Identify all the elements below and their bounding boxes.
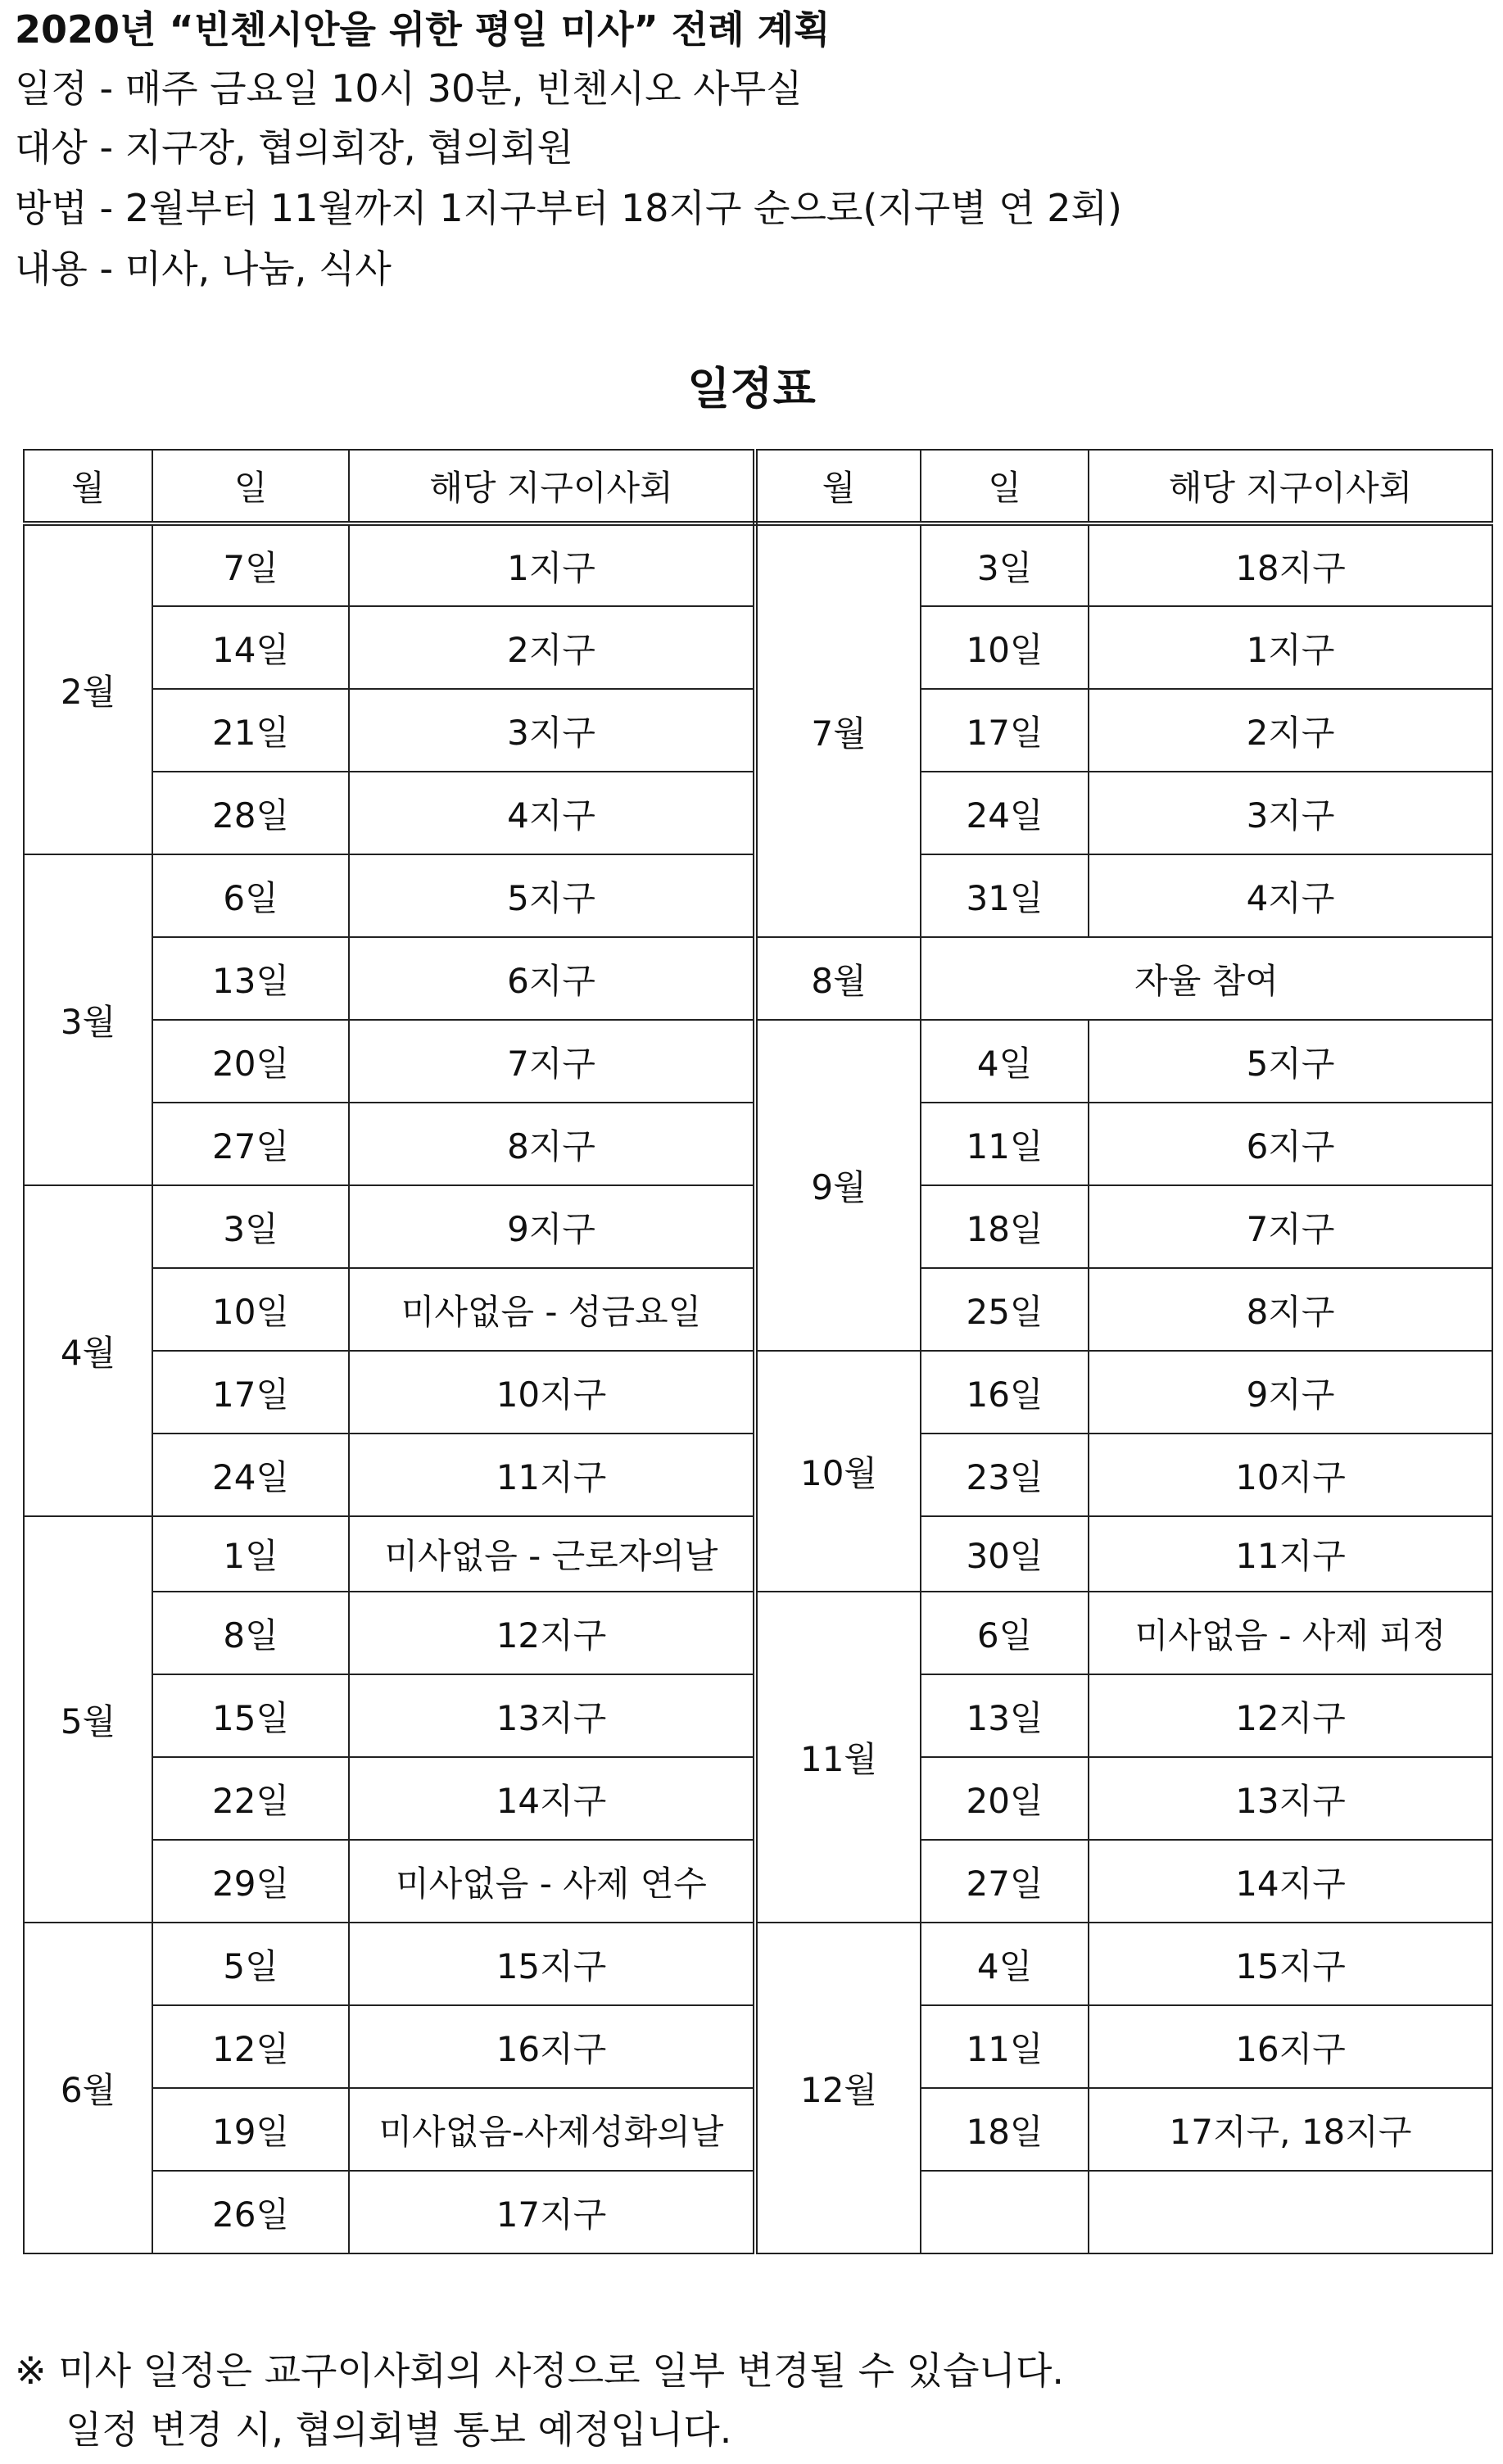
col-header-district: 해당 지구이사회	[1089, 450, 1492, 523]
day-cell: 18일	[921, 2088, 1089, 2171]
district-cell: 14지구	[349, 1757, 755, 1840]
district-cell: 미사없음-사제성화의날	[349, 2088, 755, 2171]
month-cell: 6월	[24, 1923, 152, 2253]
district-cell: 16지구	[1089, 2005, 1492, 2088]
day-cell: 26일	[152, 2171, 349, 2253]
district-cell: 17지구	[349, 2171, 755, 2253]
day-cell: 27일	[921, 1840, 1089, 1923]
day-cell: 22일	[152, 1757, 349, 1840]
month-cell: 9월	[755, 1020, 921, 1351]
month-cell: 2월	[24, 523, 152, 854]
district-cell: 15지구	[1089, 1923, 1492, 2005]
district-cell: 5지구	[349, 854, 755, 937]
empty-district-cell	[1089, 2171, 1492, 2253]
document-title: 2020년 “빈첸시안을 위한 평일 미사” 전례 계획	[15, 7, 831, 52]
merged-note-cell: 자율 참여	[921, 937, 1492, 1020]
day-cell: 21일	[152, 689, 349, 772]
day-cell: 5일	[152, 1923, 349, 2005]
district-cell: 2지구	[349, 606, 755, 689]
day-cell: 25일	[921, 1268, 1089, 1351]
day-cell: 18일	[921, 1185, 1089, 1268]
day-cell: 20일	[921, 1757, 1089, 1840]
info-line-content: 내용 - 미사, 나눔, 식사	[15, 247, 392, 291]
district-cell: 9지구	[1089, 1351, 1492, 1434]
day-cell: 7일	[152, 523, 349, 606]
day-cell: 11일	[921, 1103, 1089, 1185]
table-row	[24, 937, 1492, 1020]
district-cell: 15지구	[349, 1923, 755, 2005]
day-cell: 24일	[152, 1434, 349, 1516]
info-line-schedule: 일정 - 매주 금요일 10시 30분, 빈첸시오 사무실	[15, 66, 803, 111]
day-cell: 14일	[152, 606, 349, 689]
schedule-title: 일정표	[687, 363, 816, 414]
info-line-method: 방법 - 2월부터 11월까지 1지구부터 18지구 순으로(지구별 연 2회)	[15, 186, 1122, 230]
month-cell: 8월	[755, 937, 921, 1020]
district-cell: 6지구	[1089, 1103, 1492, 1185]
day-cell: 28일	[152, 772, 349, 854]
info-line-target: 대상 - 지구장, 협의회장, 협의회원	[15, 125, 573, 170]
day-cell: 13일	[921, 1674, 1089, 1757]
day-cell: 24일	[921, 772, 1089, 854]
day-cell: 12일	[152, 2005, 349, 2088]
district-cell: 13지구	[349, 1674, 755, 1757]
district-cell: 미사없음 - 성금요일	[349, 1268, 755, 1351]
district-cell: 4지구	[349, 772, 755, 854]
district-cell: 미사없음 - 사제 연수	[349, 1840, 755, 1923]
district-cell: 2지구	[1089, 689, 1492, 772]
month-cell: 10월	[755, 1351, 921, 1592]
day-cell: 27일	[152, 1103, 349, 1185]
day-cell: 13일	[152, 937, 349, 1020]
district-cell: 5지구	[1089, 1020, 1492, 1103]
table-row	[24, 1351, 1492, 1434]
month-cell: 7월	[755, 523, 921, 937]
district-cell: 12지구	[1089, 1674, 1492, 1757]
day-cell: 3일	[921, 523, 1089, 606]
day-cell: 29일	[152, 1840, 349, 1923]
district-cell: 10지구	[349, 1351, 755, 1434]
district-cell: 1지구	[349, 523, 755, 606]
col-header-day: 일	[152, 450, 349, 523]
table-row	[24, 1020, 1492, 1103]
day-cell: 10일	[152, 1268, 349, 1351]
day-cell: 19일	[152, 2088, 349, 2171]
day-cell: 11일	[921, 2005, 1089, 2088]
district-cell: 18지구	[1089, 523, 1492, 606]
col-header-day: 일	[921, 450, 1089, 523]
day-cell: 30일	[921, 1516, 1089, 1592]
empty-day-cell	[921, 2171, 1089, 2253]
day-cell: 17일	[152, 1351, 349, 1434]
footnote-notification: 일정 변경 시, 협의회별 통보 예정입니다.	[66, 2407, 732, 2452]
district-cell: 13지구	[1089, 1757, 1492, 1840]
district-cell: 3지구	[1089, 772, 1492, 854]
day-cell: 3일	[152, 1185, 349, 1268]
schedule-table	[23, 449, 1493, 2254]
district-cell: 1지구	[1089, 606, 1492, 689]
district-cell: 8지구	[1089, 1268, 1492, 1351]
district-cell: 8지구	[349, 1103, 755, 1185]
district-cell: 미사없음 - 근로자의날	[349, 1516, 755, 1592]
month-cell: 4월	[24, 1185, 152, 1516]
day-cell: 20일	[152, 1020, 349, 1103]
table-row	[24, 523, 1492, 606]
district-cell: 3지구	[349, 689, 755, 772]
day-cell: 16일	[921, 1351, 1089, 1434]
district-cell: 4지구	[1089, 854, 1492, 937]
district-cell: 미사없음 - 사제 피정	[1089, 1592, 1492, 1674]
col-header-month: 월	[24, 450, 152, 523]
day-cell: 1일	[152, 1516, 349, 1592]
district-cell: 9지구	[349, 1185, 755, 1268]
district-cell: 17지구, 18지구	[1089, 2088, 1492, 2171]
col-header-district: 해당 지구이사회	[349, 450, 755, 523]
table-header-row	[24, 450, 1492, 523]
district-cell: 7지구	[1089, 1185, 1492, 1268]
day-cell: 8일	[152, 1592, 349, 1674]
district-cell: 7지구	[349, 1020, 755, 1103]
day-cell: 15일	[152, 1674, 349, 1757]
day-cell: 4일	[921, 1923, 1089, 2005]
table-row	[24, 1592, 1492, 1674]
day-cell: 6일	[152, 854, 349, 937]
district-cell: 11지구	[1089, 1516, 1492, 1592]
district-cell: 16지구	[349, 2005, 755, 2088]
footnote-change-notice: ※ 미사 일정은 교구이사회의 사정으로 일부 변경될 수 있습니다.	[15, 2348, 1065, 2393]
district-cell: 10지구	[1089, 1434, 1492, 1516]
day-cell: 10일	[921, 606, 1089, 689]
month-cell: 11월	[755, 1592, 921, 1923]
table-row	[24, 1923, 1492, 2005]
day-cell: 17일	[921, 689, 1089, 772]
day-cell: 4일	[921, 1020, 1089, 1103]
day-cell: 6일	[921, 1592, 1089, 1674]
day-cell: 23일	[921, 1434, 1089, 1516]
month-cell: 3월	[24, 854, 152, 1185]
month-cell: 5월	[24, 1516, 152, 1923]
district-cell: 11지구	[349, 1434, 755, 1516]
day-cell: 31일	[921, 854, 1089, 937]
month-cell: 12월	[755, 1923, 921, 2253]
district-cell: 14지구	[1089, 1840, 1492, 1923]
district-cell: 12지구	[349, 1592, 755, 1674]
district-cell: 6지구	[349, 937, 755, 1020]
col-header-month: 월	[755, 450, 921, 523]
